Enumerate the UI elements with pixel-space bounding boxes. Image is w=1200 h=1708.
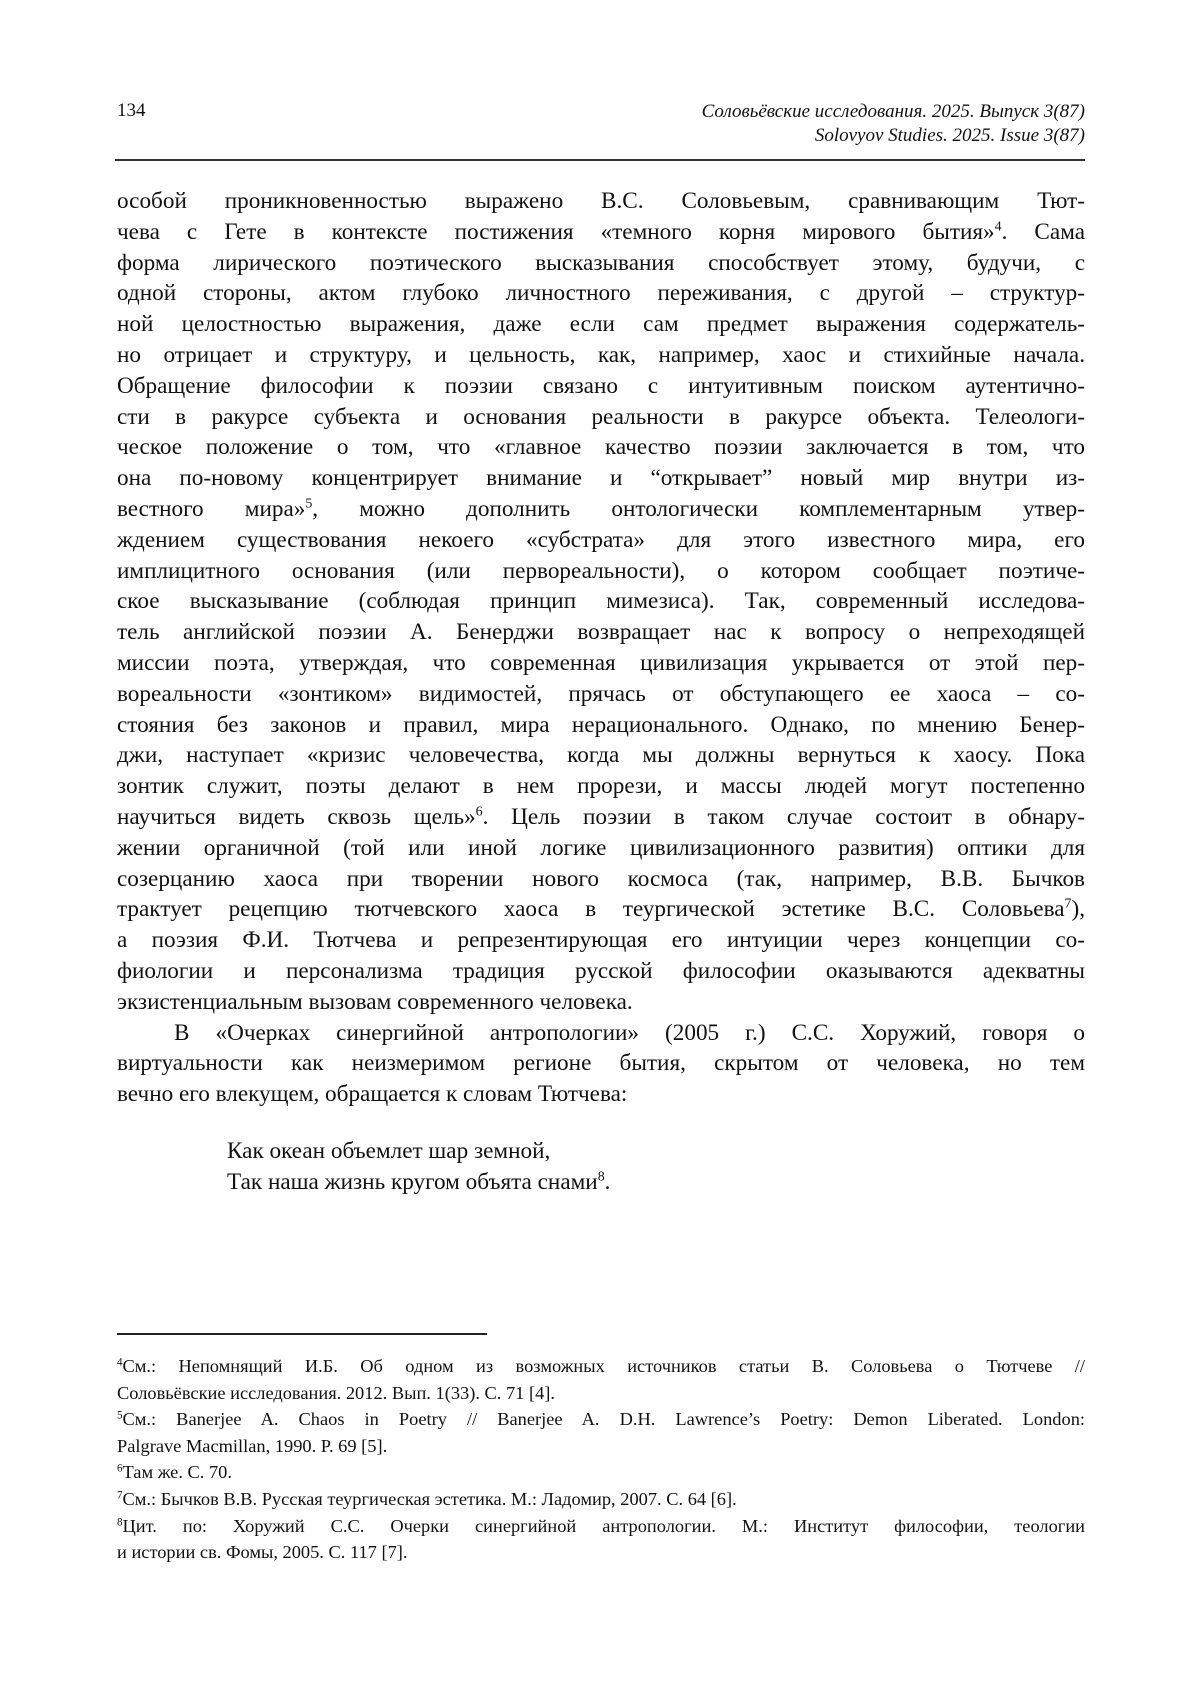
line-text: джи, наступает «кризис человечества, когда мы должны вернуться к хаосу. Пока [117, 742, 1085, 769]
footnotes [117, 1353, 1085, 1566]
text-line [117, 648, 1085, 679]
line-text: но отрицает и структуру, и цельность, как, например, хаос и стихийные начала. [117, 341, 1085, 368]
line-text: вечно его влекущем, обращается к словам Тютчева: [117, 1081, 628, 1108]
footnote-line [117, 1459, 1085, 1486]
line-text: созерцанию хаоса при творении нового космоса (так, например, В.В. Бычков [117, 865, 1085, 892]
text-line [117, 432, 1085, 463]
main-text [117, 186, 1085, 1198]
footnote-line [117, 1380, 1085, 1407]
footnote-line [117, 1513, 1085, 1540]
line-text: стояния без законов и правил, мира нерационального. Однако, по мнению Бенер- [117, 711, 1085, 738]
journal-title-ru: Соловьёвские исследования. 2025. Выпуск 3(87) [701, 101, 1085, 122]
line-text: Так наша жизнь кругом объята снами [227, 1168, 598, 1195]
footnote-line [117, 1486, 1085, 1513]
line-text: , можно дополнить онтологически комплементарным утвер- [312, 495, 1085, 522]
line-text: Обращение философии к поэзии связано с интуитивным поиском аутентично- [117, 372, 1085, 399]
footnote-text: и истории св. Фомы, 2005. С. 117 [7]. [117, 1542, 408, 1563]
text-line [117, 494, 1085, 525]
footnote-text: Palgrave Macmillan, 1990. P. 69 [5]. [117, 1435, 388, 1456]
line-text: . [604, 1168, 611, 1195]
line-text: Как океан объемлет шар земной, [227, 1137, 551, 1164]
line-text: сти в ракурсе субъекта и основания реальности в ракурсе объекта. Телеологи- [117, 403, 1085, 430]
footnote-4 [117, 1353, 1085, 1406]
footnote-number: 8 [117, 1515, 123, 1528]
poem-line [227, 1136, 1085, 1167]
line-text: она по-новому концентрирует внимание и “открывает” новый мир внутри из- [117, 465, 1085, 492]
footnote-ref[interactable]: 8 [597, 1169, 605, 1185]
line-text: . Цель поэзии в таком случае состоит в обнару- [482, 803, 1085, 830]
line-text: экзистенциальным вызовам современного человека. [117, 988, 633, 1015]
footnote-number: 5 [117, 1409, 123, 1422]
page-number: 134 [117, 100, 146, 121]
footnote-line [117, 1353, 1085, 1380]
footnote-line [117, 1433, 1085, 1460]
footnote-line [117, 1406, 1085, 1433]
footnote-5 [117, 1406, 1085, 1459]
text-line [117, 556, 1085, 587]
line-text: фиологии и персонализма традиция русской философии оказываются адекватны [117, 957, 1085, 984]
footnote-text: Цит. по: Хоружий С.С. Очерки синергийной антропологии. М.: Институт философии, теологии [122, 1515, 1085, 1536]
text-line [117, 833, 1085, 864]
footnote-line [117, 1539, 1085, 1566]
text-line [117, 217, 1085, 248]
text-line [117, 1018, 1085, 1049]
paragraph-2 [117, 1018, 1085, 1110]
line-text: . Сама [1001, 218, 1085, 245]
text-line [117, 525, 1085, 556]
footnote-text: См.: Бычков В.В. Русская теургическая эстетика. М.: Ладомир, 2007. С. 64 [6]. [122, 1488, 737, 1509]
text-line [117, 402, 1085, 433]
header-rule [115, 159, 1085, 161]
poem-line [227, 1167, 1085, 1198]
text-line [117, 371, 1085, 402]
footnote-6 [117, 1459, 1085, 1486]
text-line [117, 679, 1085, 710]
text-line [117, 463, 1085, 494]
footnote-ref[interactable]: 6 [475, 804, 483, 820]
text-line [117, 771, 1085, 802]
line-text: жении органичной (той или иной логике цивилизационного развития) оптики для [117, 834, 1085, 861]
line-text: ной целостностью выражения, даже если сам предмет выражения содержатель- [117, 311, 1085, 338]
footnote-number: 6 [117, 1462, 123, 1475]
text-line [117, 894, 1085, 925]
text-line [117, 802, 1085, 833]
line-text: имплицитного основания (или первореальности), о котором сообщает поэтиче- [117, 557, 1085, 584]
text-line [117, 710, 1085, 741]
text-line [117, 925, 1085, 956]
running-header [702, 100, 1085, 148]
line-text: вестного мира» [117, 495, 306, 522]
line-text: а поэзия Ф.И. Тютчева и репрезентирующая его интуиции через концепции со- [117, 927, 1085, 954]
footnote-rule [117, 1333, 487, 1335]
text-line [117, 740, 1085, 771]
line-text: вореальности «зонтиком» видимостей, прячась от обступающего ее хаоса – со- [117, 680, 1085, 707]
text-line [117, 864, 1085, 895]
text-line [117, 617, 1085, 648]
text-line [117, 1079, 1085, 1110]
text-line [117, 956, 1085, 987]
footnote-ref[interactable]: 7 [1064, 896, 1072, 912]
line-text: В «Очерках синергийной антропологии» (2005 г.) С.С. Хоружий, говоря о [174, 1019, 1085, 1046]
line-text: особой проникновенностью выражено В.С. Соловьевым, сравнивающим Тют- [117, 188, 1085, 214]
footnote-text: См.: Banerjee A. Chaos in Poetry // Banerjee A. D.H. Lawrence’s Poetry: Demon Liberated. London: [122, 1409, 1085, 1430]
text-line [117, 278, 1085, 309]
footnote-ref[interactable]: 5 [305, 496, 313, 512]
text-line [117, 586, 1085, 617]
line-text: ское высказывание (соблюдая принцип мимезиса). Так, современный исследова- [117, 588, 1085, 615]
line-text: ческое положение о том, что «главное качество поэзии заключается в том, что [117, 434, 1085, 461]
line-text: форма лирического поэтического высказывания способствует этому, будучи, с [117, 249, 1085, 276]
footnote-ref[interactable]: 4 [994, 219, 1002, 235]
footnote-number: 4 [117, 1356, 123, 1369]
text-line [117, 1048, 1085, 1079]
text-line [117, 987, 1085, 1018]
line-text: чева с Гете в контексте постижения «темного корня мирового бытия» [117, 218, 995, 245]
journal-title-en: Solovyov Studies. 2025. Issue 3(87) [814, 125, 1085, 146]
footnote-text: См.: Непомнящий И.Б. Об одном из возможных источников статьи В. Соловьева о Тютчеве // [122, 1356, 1085, 1376]
footnote-number: 7 [117, 1489, 123, 1502]
line-text: одной стороны, актом глубоко личностного переживания, с другой – структур- [117, 280, 1085, 307]
line-text: трактует рецепцию тютчевского хаоса в теургической эстетике В.С. Соловьева [117, 896, 1065, 923]
poem-quote [117, 1136, 1085, 1198]
text-line [117, 309, 1085, 340]
line-text: ждением существования некоего «субстрата» для этого известного мира, его [117, 526, 1085, 553]
footnote-8 [117, 1513, 1085, 1566]
footnote-7 [117, 1486, 1085, 1513]
text-line [117, 248, 1085, 279]
line-text: тель английской поэзии А. Бенерджи возвращает нас к вопросу о непреходящей [117, 619, 1085, 646]
line-text: зонтик служит, поэты делают в нем прорези, и массы людей могут постепенно [117, 773, 1085, 800]
text-line [117, 340, 1085, 371]
footnote-text: Там же. С. 70. [122, 1462, 232, 1483]
line-text: виртуальности как неизмеримом регионе бытия, скрытом от человека, но тем [117, 1050, 1085, 1077]
text-line [117, 186, 1085, 217]
footnote-text: Соловьёвские исследования. 2012. Вып. 1(33). С. 71 [4]. [117, 1382, 556, 1403]
line-text: научиться видеть сквозь щель» [117, 803, 476, 830]
line-text: миссии поэта, утверждая, что современная цивилизация укрывается от этой пер- [117, 649, 1085, 676]
paragraph-1 [117, 186, 1085, 1018]
line-text: ), [1071, 896, 1085, 923]
